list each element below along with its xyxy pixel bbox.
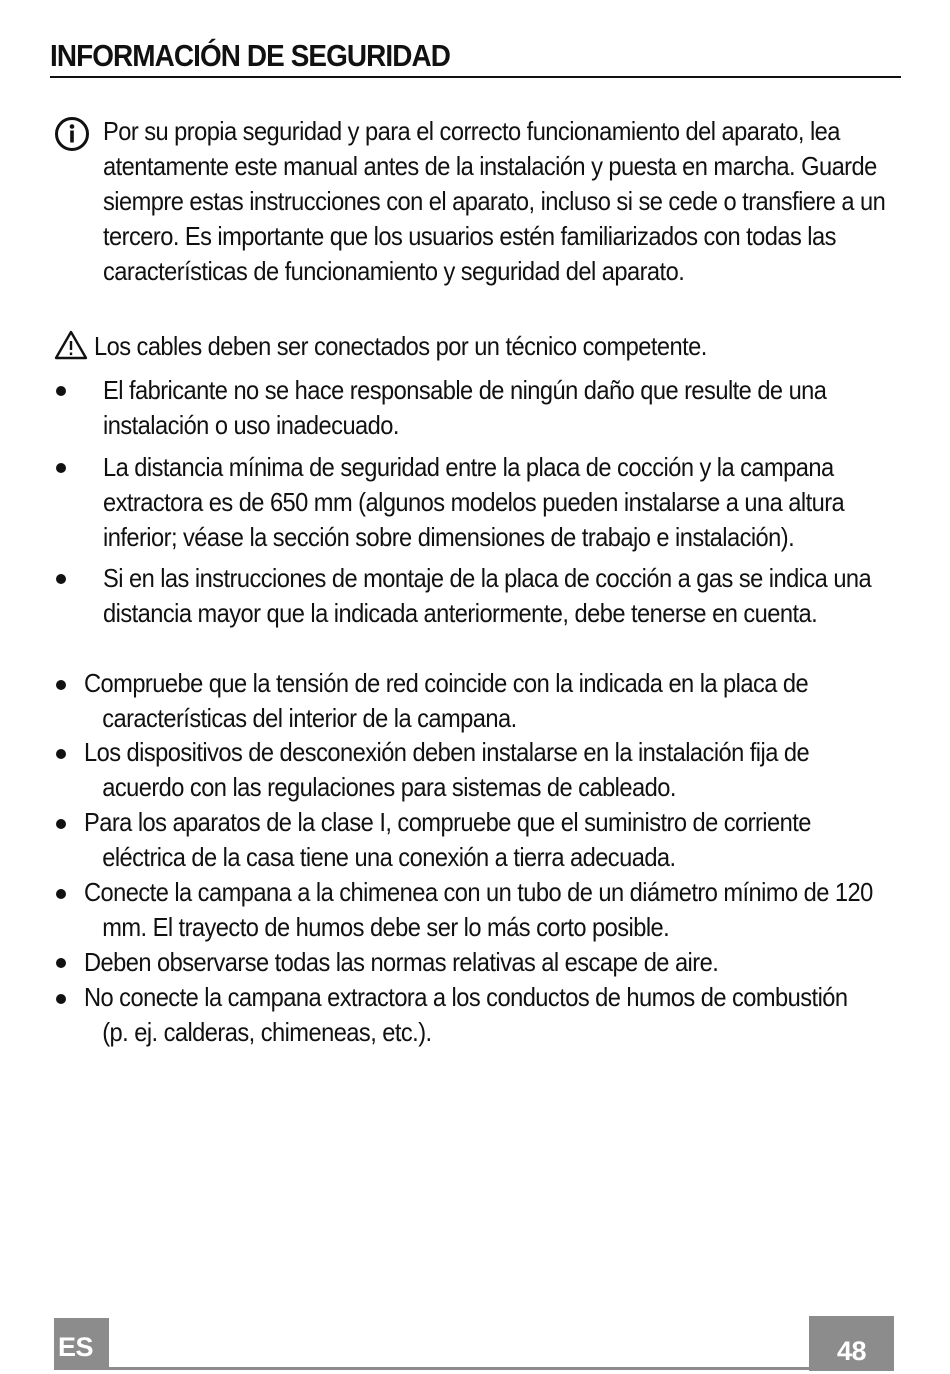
list-item (103, 373, 895, 443)
bullet-dot (56, 574, 66, 584)
info-icon (54, 116, 90, 152)
info-text: Por su propia seguridad y para el correcto funcionamiento del aparato, lea atentamente este manual antes de la instalación y puesta en marcha. Guarde siempre estas instrucciones con el aparato, incluso si se cede o transfiere a un tercero. Es importante que los usuarios estén familiarizados con todas las características de funcionamiento y seguridad del aparato. (103, 116, 886, 286)
bullet-dot (56, 819, 66, 829)
list-item (84, 945, 876, 980)
page-title: INFORMACIÓN DE SEGURIDAD (50, 38, 451, 73)
list-item-text: Conecte la campana a la chimenea con un tubo de un diámetro mínimo de 120 mm. El trayecto de humos debe ser lo más corto posible. (84, 877, 873, 942)
list-item-text: Los dispositivos de desconexión deben instalarse en la instalación fija de acuerdo con las regulaciones para sistemas de cableado. (84, 737, 810, 802)
list-item (84, 805, 876, 875)
bullet-dot (56, 680, 66, 690)
list-item (84, 666, 876, 736)
list-item-text: Para los aparatos de la clase I, compruebe que el suministro de corriente eléctrica de la casa tiene una conexión a tierra adecuada. (84, 807, 811, 872)
list-item (84, 875, 876, 945)
list-item-text: El fabricante no se hace responsable de ningún daño que resulte de una instalación o uso inadecuado. (103, 375, 827, 440)
list-item-text: Compruebe que la tensión de red coincide con la indicada en la placa de características del interior de la campana. (84, 668, 809, 733)
list-item (103, 561, 895, 631)
list-item-text: Si en las instrucciones de montaje de la placa de cocción a gas se indica una distancia mayor que la indicada anteriormente, debe tenerse en cuenta. (103, 563, 872, 628)
info-paragraph (103, 114, 895, 289)
list-item-text: La distancia mínima de seguridad entre la placa de cocción y la campana extractora es de 650 mm (algunos modelos pueden instalarse a una altura inferior; véase la sección sobre dimensiones de trabajo e instalación). (103, 452, 845, 552)
list-item-text: No conecte la campana extractora a los conductos de humos de combustión (p. ej. calderas, chimeneas, etc.). (84, 982, 848, 1047)
list-item-text: Deben observarse todas las normas relativas al escape de aire. (84, 947, 719, 977)
bullet-dot (56, 958, 66, 968)
language-tab (54, 1318, 109, 1370)
page-number-box (809, 1316, 894, 1371)
bullet-dot (56, 749, 66, 759)
warning-text: Los cables deben ser conectados por un técnico competente. (94, 331, 707, 361)
list-item (84, 735, 876, 805)
warning-icon (54, 330, 88, 360)
title-divider (50, 76, 901, 78)
bullet-dot (56, 386, 66, 396)
list-item (103, 450, 895, 555)
list-item (84, 980, 876, 1050)
footer-rule (109, 1367, 809, 1370)
bullet-dot (56, 463, 66, 473)
bullet-dot (56, 994, 66, 1004)
page-number: 48 (837, 1336, 867, 1366)
language-label: ES (58, 1332, 94, 1362)
bullet-dot (56, 889, 66, 899)
warning-line (54, 330, 950, 362)
